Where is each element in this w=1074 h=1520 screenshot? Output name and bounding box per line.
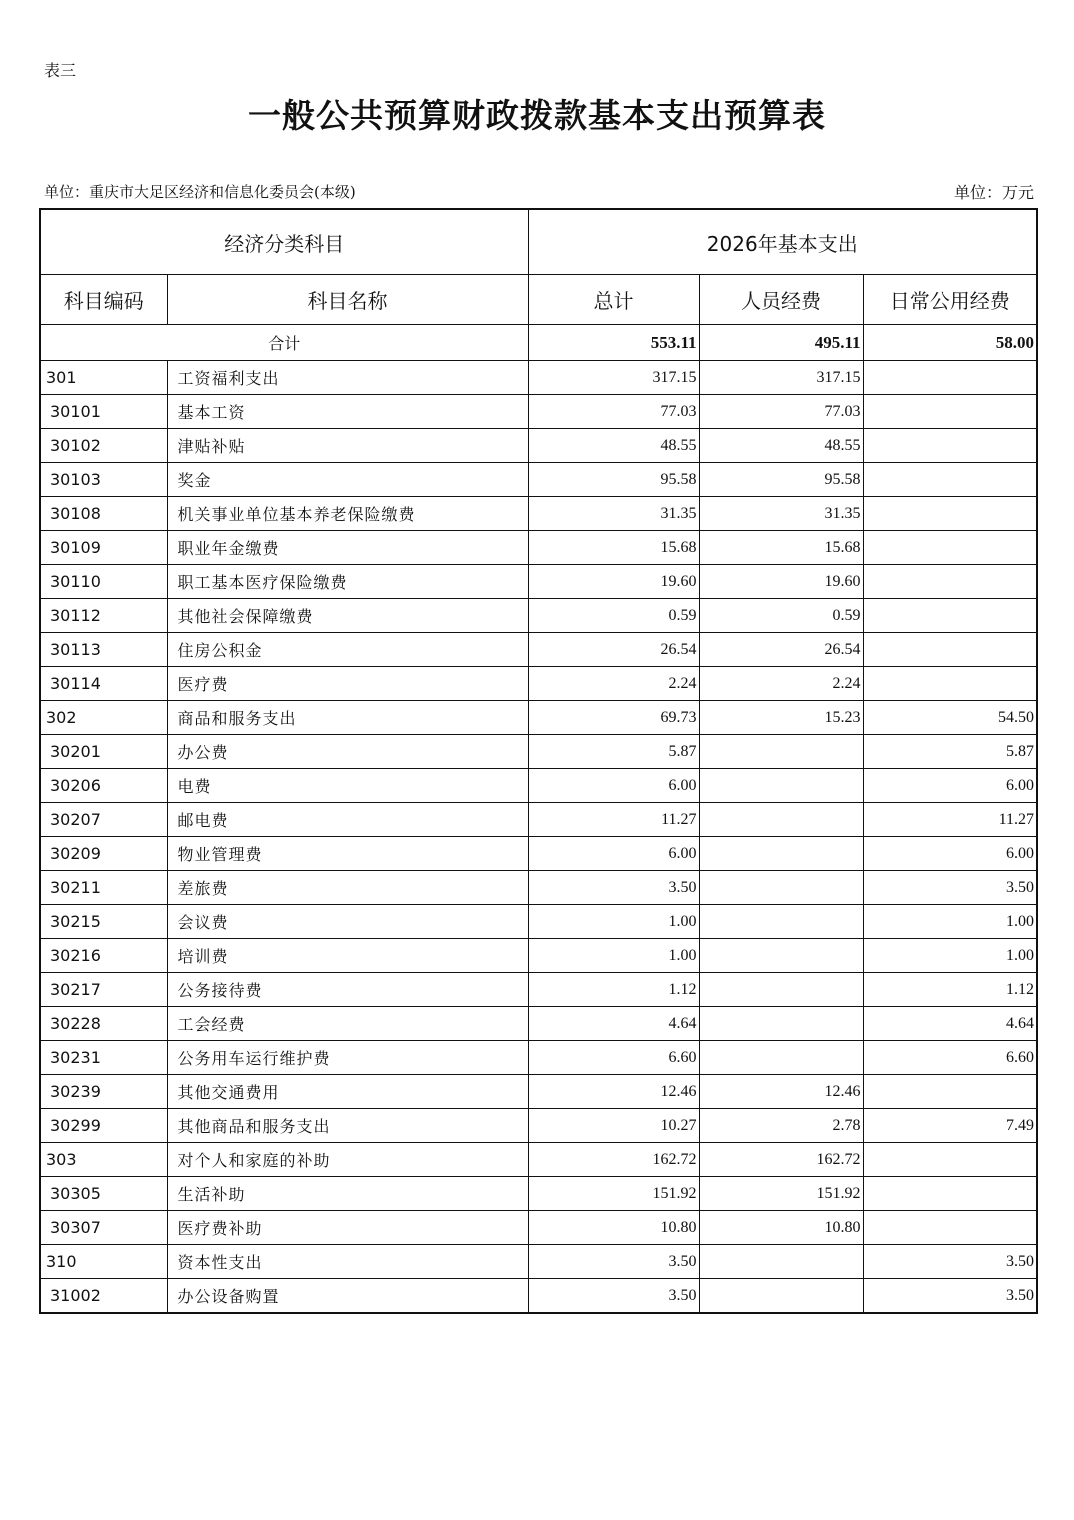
row-total: 95.58 [528,463,699,497]
row-public: 6.00 [863,769,1037,803]
row-personnel: 151.92 [699,1177,863,1211]
table-row [40,361,1037,395]
table-row [40,599,1037,633]
row-code: 30307 [40,1211,167,1245]
table-row [40,803,1037,837]
row-code: 30102 [40,429,167,463]
unit-organization: 单位：重庆市大足区经济和信息化委员会(本级) [44,183,356,201]
table-row [40,633,1037,667]
header-economic-classification: 经济分类科目 [40,209,528,275]
row-total: 1.00 [528,939,699,973]
header-total: 总计 [528,275,699,325]
row-code: 30216 [40,939,167,973]
row-total: 3.50 [528,871,699,905]
row-public: 5.87 [863,735,1037,769]
row-public [863,565,1037,599]
row-code: 302 [40,701,167,735]
table-row [40,463,1037,497]
header-public: 日常公用经费 [863,275,1037,325]
table-row [40,1109,1037,1143]
row-code: 30215 [40,905,167,939]
table-row [40,871,1037,905]
row-personnel: 162.72 [699,1143,863,1177]
row-total: 77.03 [528,395,699,429]
row-public [863,463,1037,497]
row-total: 19.60 [528,565,699,599]
row-name: 职工基本医疗保险缴费 [167,565,528,599]
row-personnel: 15.23 [699,701,863,735]
total-total: 553.11 [528,325,699,361]
row-personnel [699,735,863,769]
row-total: 6.00 [528,769,699,803]
row-name: 医疗费补助 [167,1211,528,1245]
row-personnel: 317.15 [699,361,863,395]
row-total: 48.55 [528,429,699,463]
table-row [40,667,1037,701]
row-personnel: 12.46 [699,1075,863,1109]
row-name: 商品和服务支出 [167,701,528,735]
row-code: 31002 [40,1279,167,1314]
header-year-expenditure: 2026年基本支出 [528,209,1037,275]
table-row [40,837,1037,871]
row-code: 30108 [40,497,167,531]
row-code: 30239 [40,1075,167,1109]
row-personnel: 77.03 [699,395,863,429]
row-name: 生活补助 [167,1177,528,1211]
row-name: 公务接待费 [167,973,528,1007]
row-code: 30201 [40,735,167,769]
row-code: 30305 [40,1177,167,1211]
row-total: 162.72 [528,1143,699,1177]
row-public: 6.00 [863,837,1037,871]
row-total: 317.15 [528,361,699,395]
table-row [40,565,1037,599]
row-code: 30113 [40,633,167,667]
row-total: 26.54 [528,633,699,667]
row-personnel [699,905,863,939]
table-row [40,497,1037,531]
row-total: 69.73 [528,701,699,735]
row-personnel [699,769,863,803]
table-row [40,1075,1037,1109]
row-code: 30110 [40,565,167,599]
row-personnel [699,1279,863,1314]
row-total: 2.24 [528,667,699,701]
row-total: 1.12 [528,973,699,1007]
row-total: 11.27 [528,803,699,837]
row-public: 54.50 [863,701,1037,735]
row-name: 奖金 [167,463,528,497]
row-public: 1.00 [863,905,1037,939]
row-personnel: 48.55 [699,429,863,463]
table-row [40,531,1037,565]
row-name: 物业管理费 [167,837,528,871]
row-personnel: 95.58 [699,463,863,497]
table-number-label: 表三 [44,61,77,80]
row-name: 公务用车运行维护费 [167,1041,528,1075]
row-name: 培训费 [167,939,528,973]
row-public: 3.50 [863,1245,1037,1279]
table-row [40,1177,1037,1211]
row-name: 电费 [167,769,528,803]
row-personnel [699,939,863,973]
row-code: 30112 [40,599,167,633]
row-total: 31.35 [528,497,699,531]
row-name: 资本性支出 [167,1245,528,1279]
table-row [40,1211,1037,1245]
row-public [863,633,1037,667]
header-personnel: 人员经费 [699,275,863,325]
row-personnel: 26.54 [699,633,863,667]
row-total: 3.50 [528,1245,699,1279]
row-code: 303 [40,1143,167,1177]
row-name: 对个人和家庭的补助 [167,1143,528,1177]
row-public [863,361,1037,395]
row-total: 15.68 [528,531,699,565]
row-personnel: 31.35 [699,497,863,531]
row-code: 30101 [40,395,167,429]
row-name: 工会经费 [167,1007,528,1041]
row-total: 1.00 [528,905,699,939]
table-row [40,395,1037,429]
row-name: 津贴补贴 [167,429,528,463]
table-row [40,1143,1037,1177]
row-name: 基本工资 [167,395,528,429]
table-row [40,701,1037,735]
header-code: 科目编码 [40,275,167,325]
row-personnel: 15.68 [699,531,863,565]
row-personnel: 2.78 [699,1109,863,1143]
row-public [863,531,1037,565]
row-public [863,599,1037,633]
unit-currency: 单位：万元 [953,183,1034,202]
row-name: 会议费 [167,905,528,939]
row-name: 其他交通费用 [167,1075,528,1109]
row-name: 医疗费 [167,667,528,701]
row-total: 0.59 [528,599,699,633]
row-public: 6.60 [863,1041,1037,1075]
row-total: 151.92 [528,1177,699,1211]
row-total: 12.46 [528,1075,699,1109]
row-personnel: 19.60 [699,565,863,599]
row-total: 6.00 [528,837,699,871]
row-name: 机关事业单位基本养老保险缴费 [167,497,528,531]
row-public [863,429,1037,463]
row-name: 其他社会保障缴费 [167,599,528,633]
row-personnel [699,1007,863,1041]
table-row [40,973,1037,1007]
row-name: 办公设备购置 [167,1279,528,1314]
row-total: 3.50 [528,1279,699,1314]
total-personnel: 495.11 [699,325,863,361]
row-total: 6.60 [528,1041,699,1075]
row-code: 30103 [40,463,167,497]
row-public [863,497,1037,531]
table-row [40,735,1037,769]
row-personnel [699,837,863,871]
row-public [863,1211,1037,1245]
row-personnel [699,803,863,837]
row-code: 30231 [40,1041,167,1075]
page-title: 一般公共预算财政拨款基本支出预算表 [248,96,826,135]
row-code: 30211 [40,871,167,905]
row-total: 4.64 [528,1007,699,1041]
row-total: 10.27 [528,1109,699,1143]
row-public: 7.49 [863,1109,1037,1143]
row-public: 3.50 [863,871,1037,905]
row-personnel [699,871,863,905]
row-name: 其他商品和服务支出 [167,1109,528,1143]
row-personnel [699,1041,863,1075]
row-name: 住房公积金 [167,633,528,667]
row-public [863,1143,1037,1177]
total-public: 58.00 [863,325,1037,361]
row-code: 30206 [40,769,167,803]
row-public [863,1075,1037,1109]
row-public: 1.00 [863,939,1037,973]
row-total: 10.80 [528,1211,699,1245]
row-public: 4.64 [863,1007,1037,1041]
row-name: 职业年金缴费 [167,531,528,565]
row-total: 5.87 [528,735,699,769]
row-name: 工资福利支出 [167,361,528,395]
row-name: 邮电费 [167,803,528,837]
total-row [40,325,1037,361]
row-personnel: 10.80 [699,1211,863,1245]
row-name: 差旅费 [167,871,528,905]
row-code: 30299 [40,1109,167,1143]
table-row [40,1007,1037,1041]
row-code: 301 [40,361,167,395]
row-public: 1.12 [863,973,1037,1007]
row-public [863,667,1037,701]
table-row [40,1041,1037,1075]
total-label: 合计 [40,325,528,361]
table-row [40,939,1037,973]
row-code: 30217 [40,973,167,1007]
budget-table [39,208,1038,1314]
row-code: 30109 [40,531,167,565]
table-row [40,1245,1037,1279]
row-name: 办公费 [167,735,528,769]
row-personnel: 0.59 [699,599,863,633]
header-name: 科目名称 [167,275,528,325]
row-code: 30228 [40,1007,167,1041]
row-code: 30114 [40,667,167,701]
row-personnel [699,973,863,1007]
row-personnel [699,1245,863,1279]
row-public [863,395,1037,429]
table-row [40,429,1037,463]
row-public: 11.27 [863,803,1037,837]
table-row [40,1279,1037,1314]
row-public [863,1177,1037,1211]
row-public: 3.50 [863,1279,1037,1314]
row-code: 310 [40,1245,167,1279]
row-code: 30207 [40,803,167,837]
table-row [40,905,1037,939]
row-personnel: 2.24 [699,667,863,701]
table-row [40,769,1037,803]
row-code: 30209 [40,837,167,871]
